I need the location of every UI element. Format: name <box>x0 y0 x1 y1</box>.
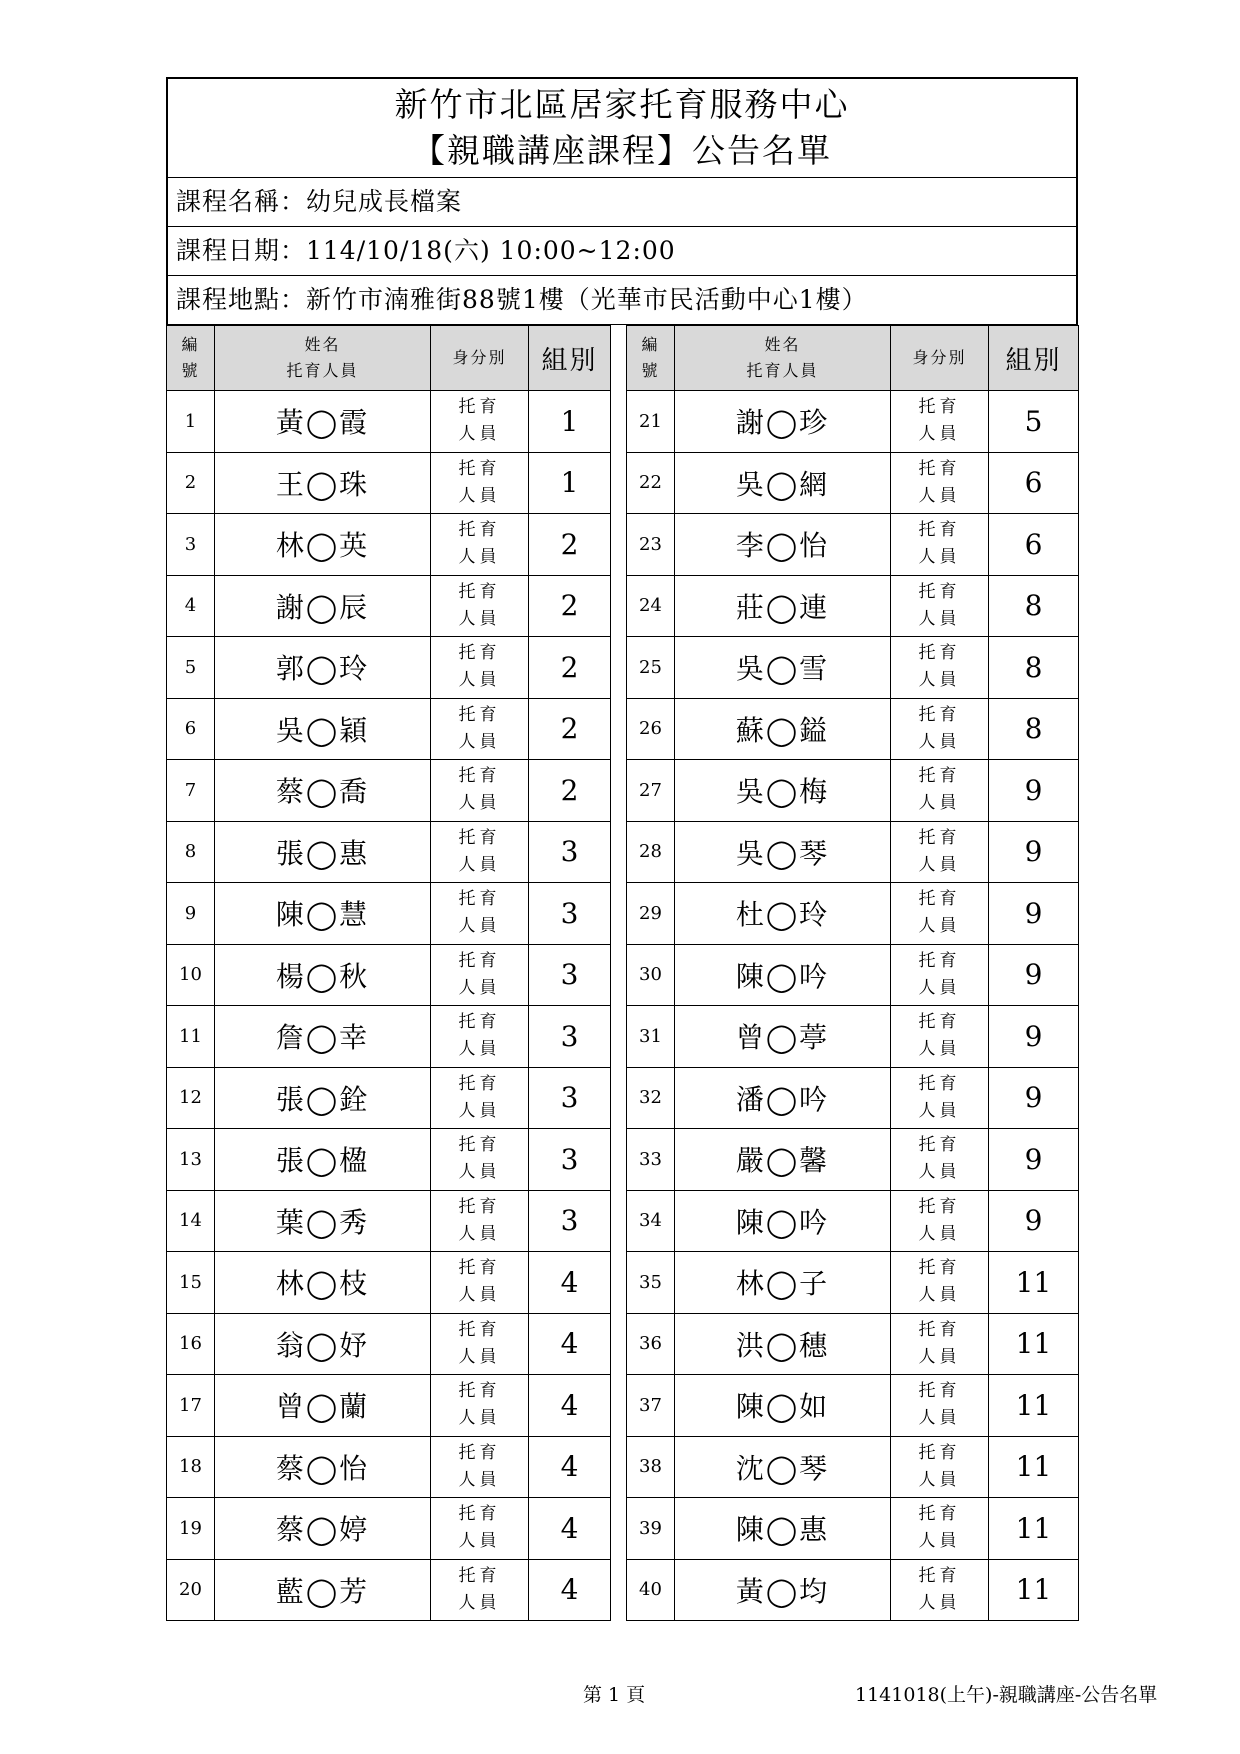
entry-role: 托育 人員 <box>431 883 529 945</box>
entry-name: 蘇◯鎰 <box>675 698 891 760</box>
entry-name: 蔡◯婷 <box>215 1498 431 1560</box>
entry-group: 3 <box>529 1006 611 1068</box>
entry-role: 托育 人員 <box>431 698 529 760</box>
entry-name: 杜◯玲 <box>675 883 891 945</box>
entry-group: 4 <box>529 1313 611 1375</box>
entry-group: 3 <box>529 1190 611 1252</box>
entry-role: 托育 人員 <box>891 883 989 945</box>
column-header-role: 身分別 <box>431 326 529 391</box>
table-row <box>167 514 1079 576</box>
entry-name: 楊◯秋 <box>215 944 431 1006</box>
entry-role: 托育 人員 <box>891 698 989 760</box>
entry-number: 27 <box>627 760 675 822</box>
entry-name: 林◯子 <box>675 1252 891 1314</box>
table-gap <box>611 944 627 1006</box>
table-gap <box>611 637 627 699</box>
page-footer <box>0 1680 1240 1710</box>
entry-name: 曾◯葶 <box>675 1006 891 1068</box>
table-gap <box>611 1436 627 1498</box>
entry-number: 15 <box>167 1252 215 1314</box>
entry-role: 托育 人員 <box>431 1006 529 1068</box>
entry-number: 16 <box>167 1313 215 1375</box>
column-header-role: 身分別 <box>891 326 989 391</box>
entry-number: 33 <box>627 1129 675 1191</box>
entry-name: 張◯惠 <box>215 821 431 883</box>
entry-number: 28 <box>627 821 675 883</box>
entry-name: 黃◯均 <box>675 1559 891 1621</box>
entry-name: 陳◯慧 <box>215 883 431 945</box>
entry-number: 37 <box>627 1375 675 1437</box>
entry-role: 托育 人員 <box>891 1190 989 1252</box>
entry-group: 3 <box>529 1067 611 1129</box>
table-gap <box>611 698 627 760</box>
table-gap <box>611 1006 627 1068</box>
table-gap <box>611 1252 627 1314</box>
table-row <box>167 1559 1079 1621</box>
entry-number: 12 <box>167 1067 215 1129</box>
entry-group: 4 <box>529 1375 611 1437</box>
entry-name: 翁◯妤 <box>215 1313 431 1375</box>
entry-role: 托育 人員 <box>891 1006 989 1068</box>
entry-group: 9 <box>989 821 1079 883</box>
entry-name: 莊◯連 <box>675 575 891 637</box>
entry-name: 陳◯吟 <box>675 1190 891 1252</box>
table-gap <box>611 1190 627 1252</box>
entry-role: 托育 人員 <box>891 1313 989 1375</box>
table-row <box>167 698 1079 760</box>
entry-number: 31 <box>627 1006 675 1068</box>
entry-role: 托育 人員 <box>431 1498 529 1560</box>
entry-number: 19 <box>167 1498 215 1560</box>
entry-number: 23 <box>627 514 675 576</box>
entry-role: 托育 人員 <box>431 1252 529 1314</box>
entry-number: 34 <box>627 1190 675 1252</box>
entry-role: 托育 人員 <box>431 821 529 883</box>
entry-group: 5 <box>989 391 1079 453</box>
entry-name: 謝◯珍 <box>675 391 891 453</box>
entry-group: 2 <box>529 514 611 576</box>
entry-group: 2 <box>529 575 611 637</box>
entry-name: 林◯枝 <box>215 1252 431 1314</box>
entry-group: 11 <box>989 1313 1079 1375</box>
entry-name: 黃◯霞 <box>215 391 431 453</box>
table-row <box>167 1498 1079 1560</box>
table-row <box>167 391 1079 453</box>
page-number: 第 1 頁 <box>583 1684 646 1706</box>
entry-group: 3 <box>529 944 611 1006</box>
entry-role: 托育 人員 <box>891 391 989 453</box>
entry-name: 吳◯雪 <box>675 637 891 699</box>
entry-number: 8 <box>167 821 215 883</box>
entry-name: 吳◯網 <box>675 452 891 514</box>
entry-group: 11 <box>989 1252 1079 1314</box>
table-row <box>167 1313 1079 1375</box>
table-gap <box>611 1498 627 1560</box>
course-date: 課程日期：114/10/18(六) 10:00~12:00 <box>168 227 1076 276</box>
entry-name: 陳◯惠 <box>675 1498 891 1560</box>
table-gap <box>611 391 627 453</box>
table-gap <box>611 514 627 576</box>
entry-group: 6 <box>989 514 1079 576</box>
entry-role: 托育 人員 <box>891 1436 989 1498</box>
entry-role: 托育 人員 <box>431 760 529 822</box>
entry-number: 18 <box>167 1436 215 1498</box>
entry-group: 9 <box>989 883 1079 945</box>
entry-role: 托育 人員 <box>431 1375 529 1437</box>
entry-number: 22 <box>627 452 675 514</box>
entry-role: 托育 人員 <box>891 637 989 699</box>
table-gap <box>611 1375 627 1437</box>
entry-role: 托育 人員 <box>431 1129 529 1191</box>
entry-group: 9 <box>989 1190 1079 1252</box>
entry-number: 1 <box>167 391 215 453</box>
title-line-1: 新竹市北區居家托育服務中心 <box>394 85 850 124</box>
entry-role: 托育 人員 <box>431 1559 529 1621</box>
entry-number: 13 <box>167 1129 215 1191</box>
table-gap <box>611 575 627 637</box>
entry-number: 10 <box>167 944 215 1006</box>
column-header-name: 姓名 托育人員 <box>215 326 431 391</box>
entry-group: 2 <box>529 698 611 760</box>
entry-group: 1 <box>529 391 611 453</box>
column-header-group: 組別 <box>989 326 1079 391</box>
entry-group: 2 <box>529 637 611 699</box>
entry-number: 11 <box>167 1006 215 1068</box>
table-row <box>167 637 1079 699</box>
entry-number: 9 <box>167 883 215 945</box>
entry-group: 4 <box>529 1498 611 1560</box>
entry-role: 托育 人員 <box>431 1190 529 1252</box>
entry-number: 6 <box>167 698 215 760</box>
entry-role: 托育 人員 <box>431 944 529 1006</box>
entry-role: 托育 人員 <box>891 452 989 514</box>
entry-name: 謝◯辰 <box>215 575 431 637</box>
column-header-group: 組別 <box>529 326 611 391</box>
table-gap <box>611 326 627 391</box>
table-row <box>167 944 1079 1006</box>
entry-number: 2 <box>167 452 215 514</box>
entry-group: 2 <box>529 760 611 822</box>
entry-group: 11 <box>989 1498 1079 1560</box>
table-row <box>167 760 1079 822</box>
entry-number: 26 <box>627 698 675 760</box>
table-row <box>167 821 1079 883</box>
entry-role: 托育 人員 <box>431 1436 529 1498</box>
table-row <box>167 1129 1079 1191</box>
table-gap <box>611 1067 627 1129</box>
entry-role: 托育 人員 <box>891 821 989 883</box>
entry-role: 托育 人員 <box>891 514 989 576</box>
entry-group: 8 <box>989 698 1079 760</box>
entry-number: 20 <box>167 1559 215 1621</box>
entry-number: 7 <box>167 760 215 822</box>
entry-number: 30 <box>627 944 675 1006</box>
entry-role: 托育 人員 <box>891 1559 989 1621</box>
entry-number: 38 <box>627 1436 675 1498</box>
entry-role: 托育 人員 <box>431 575 529 637</box>
entry-number: 29 <box>627 883 675 945</box>
entry-number: 4 <box>167 575 215 637</box>
entry-name: 蔡◯怡 <box>215 1436 431 1498</box>
entry-number: 32 <box>627 1067 675 1129</box>
entry-role: 托育 人員 <box>431 514 529 576</box>
entry-name: 藍◯芳 <box>215 1559 431 1621</box>
entry-name: 吳◯梅 <box>675 760 891 822</box>
table-gap <box>611 821 627 883</box>
table-row <box>167 1067 1079 1129</box>
table-row <box>167 1252 1079 1314</box>
entry-role: 托育 人員 <box>431 637 529 699</box>
entry-name: 嚴◯馨 <box>675 1129 891 1191</box>
entry-name: 潘◯吟 <box>675 1067 891 1129</box>
entry-group: 4 <box>529 1436 611 1498</box>
entry-number: 24 <box>627 575 675 637</box>
entry-number: 17 <box>167 1375 215 1437</box>
roster-table <box>166 325 1079 1621</box>
course-name: 課程名稱：幼兒成長檔案 <box>168 178 1076 227</box>
entry-group: 3 <box>529 1129 611 1191</box>
column-header-number: 編 號 <box>627 326 675 391</box>
entry-number: 3 <box>167 514 215 576</box>
entry-role: 托育 人員 <box>891 760 989 822</box>
table-gap <box>611 760 627 822</box>
table-gap <box>611 883 627 945</box>
entry-name: 王◯珠 <box>215 452 431 514</box>
entry-group: 8 <box>989 637 1079 699</box>
entry-number: 14 <box>167 1190 215 1252</box>
entry-group: 4 <box>529 1252 611 1314</box>
entry-name: 陳◯如 <box>675 1375 891 1437</box>
table-gap <box>611 452 627 514</box>
course-location: 課程地點：新竹市湳雅街88號1樓（光華市民活動中心1樓） <box>168 276 1076 325</box>
entry-role: 托育 人員 <box>431 1067 529 1129</box>
table-row <box>167 1190 1079 1252</box>
entry-number: 40 <box>627 1559 675 1621</box>
entry-group: 1 <box>529 452 611 514</box>
roster-document <box>166 77 1078 1621</box>
document-header-frame <box>166 77 1078 325</box>
entry-name: 詹◯幸 <box>215 1006 431 1068</box>
entry-number: 36 <box>627 1313 675 1375</box>
entry-group: 3 <box>529 883 611 945</box>
entry-group: 8 <box>989 575 1079 637</box>
entry-name: 林◯英 <box>215 514 431 576</box>
entry-group: 11 <box>989 1375 1079 1437</box>
entry-role: 托育 人員 <box>891 1375 989 1437</box>
entry-name: 陳◯吟 <box>675 944 891 1006</box>
entry-group: 9 <box>989 1067 1079 1129</box>
document-title <box>168 79 1076 178</box>
document-reference: 1141018(上午)-親職講座-公告名單 <box>855 1684 1158 1706</box>
table-gap <box>611 1313 627 1375</box>
entry-number: 5 <box>167 637 215 699</box>
entry-role: 托育 人員 <box>891 1498 989 1560</box>
table-gap <box>611 1559 627 1621</box>
entry-name: 郭◯玲 <box>215 637 431 699</box>
entry-role: 托育 人員 <box>891 575 989 637</box>
table-row <box>167 1375 1079 1437</box>
entry-role: 托育 人員 <box>891 1129 989 1191</box>
entry-group: 9 <box>989 1006 1079 1068</box>
entry-name: 張◯銓 <box>215 1067 431 1129</box>
entry-group: 9 <box>989 760 1079 822</box>
entry-name: 吳◯穎 <box>215 698 431 760</box>
entry-group: 11 <box>989 1559 1079 1621</box>
entry-name: 蔡◯喬 <box>215 760 431 822</box>
table-row <box>167 452 1079 514</box>
table-row <box>167 1006 1079 1068</box>
entry-name: 李◯怡 <box>675 514 891 576</box>
entry-group: 11 <box>989 1436 1079 1498</box>
entry-role: 托育 人員 <box>431 452 529 514</box>
entry-role: 托育 人員 <box>891 1252 989 1314</box>
title-line-2: 【親職講座課程】公告名單 <box>412 131 832 170</box>
entry-name: 沈◯琴 <box>675 1436 891 1498</box>
entry-group: 9 <box>989 944 1079 1006</box>
entry-name: 葉◯秀 <box>215 1190 431 1252</box>
table-header-row <box>167 326 1079 391</box>
table-row <box>167 883 1079 945</box>
entry-number: 21 <box>627 391 675 453</box>
entry-group: 9 <box>989 1129 1079 1191</box>
table-row <box>167 575 1079 637</box>
entry-name: 吳◯琴 <box>675 821 891 883</box>
entry-group: 6 <box>989 452 1079 514</box>
table-row <box>167 1436 1079 1498</box>
entry-role: 托育 人員 <box>891 1067 989 1129</box>
entry-role: 托育 人員 <box>431 391 529 453</box>
table-gap <box>611 1129 627 1191</box>
entry-number: 25 <box>627 637 675 699</box>
entry-number: 35 <box>627 1252 675 1314</box>
entry-group: 3 <box>529 821 611 883</box>
column-header-number: 編 號 <box>167 326 215 391</box>
entry-number: 39 <box>627 1498 675 1560</box>
entry-name: 曾◯蘭 <box>215 1375 431 1437</box>
column-header-name: 姓名 托育人員 <box>675 326 891 391</box>
entry-group: 4 <box>529 1559 611 1621</box>
entry-name: 洪◯穗 <box>675 1313 891 1375</box>
entry-name: 張◯楹 <box>215 1129 431 1191</box>
entry-role: 托育 人員 <box>891 944 989 1006</box>
entry-role: 托育 人員 <box>431 1313 529 1375</box>
